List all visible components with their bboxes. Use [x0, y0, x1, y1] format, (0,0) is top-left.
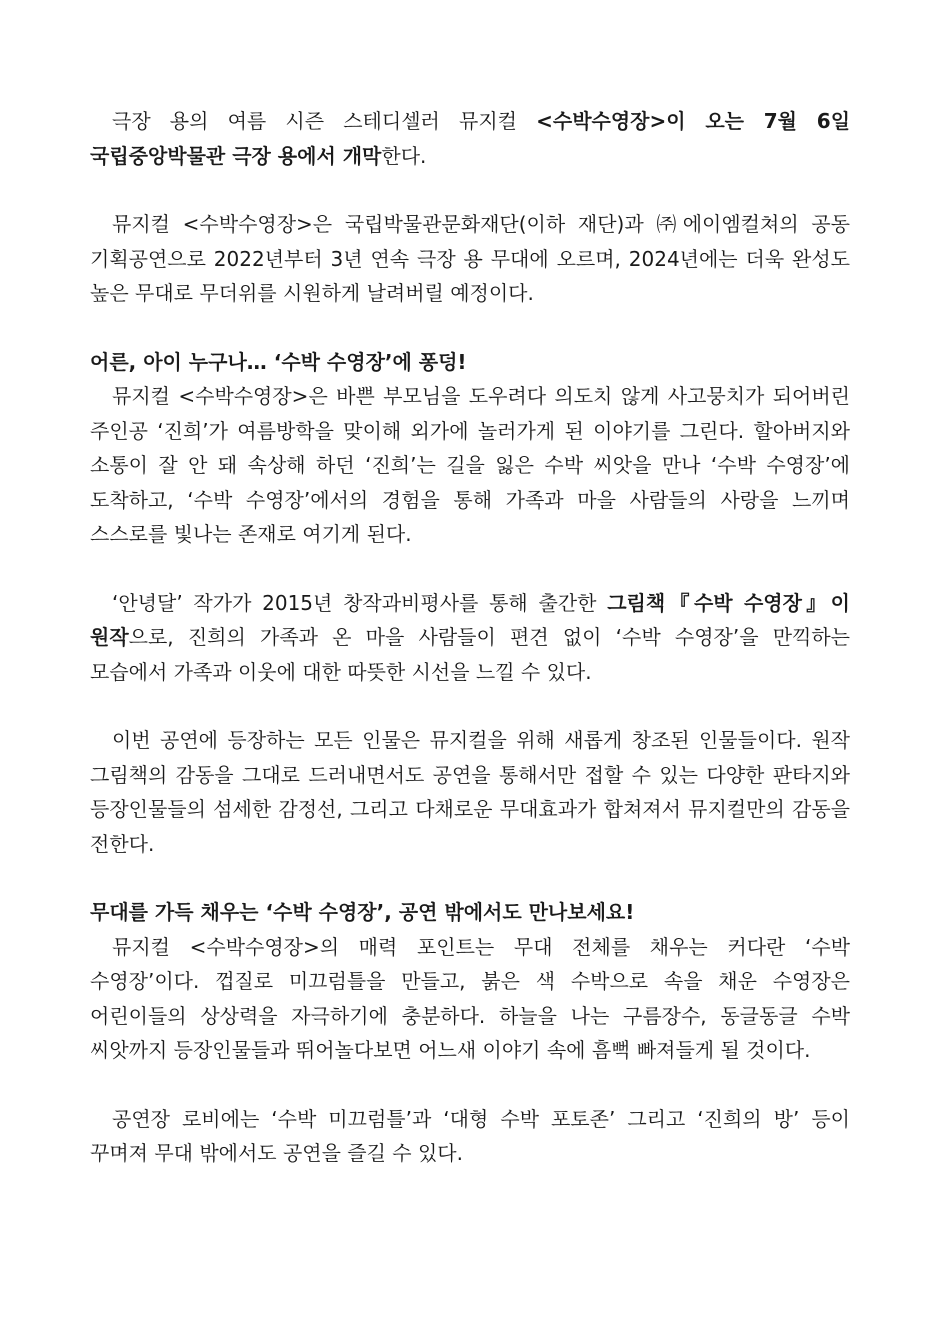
intro-bold-highlight: <수박수영장>이 오는 7월 6일 국립중앙박물관 극장 용에서 개막 — [90, 109, 851, 168]
paragraph-characters: 이번 공연에 등장하는 모든 인물은 뮤지컬을 위해 새롭게 창조된 인물들이다. 원작 그림책의 감동을 그대로 드러내면서도 공연을 통해서만 접할 수 있는 다양한 판타지와 등장인물들의 섬세한 감정선, 그리고 다채로운 무대효과가 합쳐져서 뮤지컬만의 감동을 전한다. — [90, 728, 850, 856]
original-text-start: ‘안녕달’ 작가가 2015년 창작과비평사를 통해 출간한 — [112, 590, 608, 615]
section-heading-1: 어른, 아이 누구나… ‘수박 수영장’에 퐁덩! — [90, 349, 467, 374]
section-heading-2: 무대를 가득 채우는 ‘수박 수영장’, 공연 밖에서도 만나보세요! — [90, 900, 635, 924]
intro-text-end: 한다. — [381, 143, 427, 168]
paragraph-original-work — [90, 586, 850, 690]
spacer — [90, 1068, 850, 1102]
original-bold-highlight: 그림책『수박 수영장』이 원작 — [90, 590, 851, 649]
paragraph-cooperation: 뮤지컬 <수박수영장>은 국립박물관문화재단(이하 재단)과 ㈜에이엠컬쳐의 공동 기획공연으로 2022년부터 3년 연속 극장 용 무대에 오르며, 2024년에는 더욱 완성도 높은 무대로 무더위를 시원하게 날려버릴 예정이다. — [90, 212, 850, 305]
spacer — [90, 689, 850, 723]
paragraph-story: 뮤지컬 <수박수영장>은 바쁜 부모님을 도우려다 의도치 않게 사고뭉치가 되어버린 주인공 ‘진희’가 여름방학을 맞이해 외가에 놀러가게 된 이야기를 그린다. 할아버지와 소통이 잘 안 돼 속상해 하던 ‘진희’는 길을 잃은 수박 씨앗을 만나 ‘수박 수영장’에 도착하고, ‘수박 수영장’에서의 경험을 통해 가족과 마을 사람들의 사랑을 느끼며 스스로를 빛나는 존재로 여기게 된다. — [90, 384, 850, 546]
spacer — [90, 552, 850, 586]
document-body — [90, 104, 850, 1171]
spacer — [90, 173, 850, 207]
intro-text-start: 극장 용의 여름 시즌 스테디셀러 뮤지컬 — [112, 109, 537, 133]
paragraph-intro — [90, 104, 850, 173]
paragraph-lobby: 공연장 로비에는 ‘수박 미끄럼틀’과 ‘대형 수박 포토존’ 그리고 ‘진희의 방’ 등이 꾸며져 무대 밖에서도 공연을 즐길 수 있다. — [90, 1106, 850, 1165]
paragraph-stage: 뮤지컬 <수박수영장>의 매력 포인트는 무대 전체를 채우는 커다란 ‘수박 수영장’이다. 껍질로 미끄럼틀을 만들고, 붉은 색 수박으로 속을 채운 수영장은 어린이들의 상상력을 자극하기에 충분하다. 하늘을 나는 구름장수, 동글동글 수박 씨앗까지 등장인물들과 뛰어놀다보면 어느새 이야기 속에 흠뻑 빠져들게 될 것이다. — [90, 934, 850, 1062]
original-text-end: 으로, 진희의 가족과 온 마을 사람들이 편견 없이 ‘수박 수영장’을 만끽하는 모습에서 가족과 이웃에 대한 따뜻한 시선을 느낄 수 있다. — [90, 625, 850, 684]
spacer — [90, 861, 850, 895]
spacer — [90, 311, 850, 345]
